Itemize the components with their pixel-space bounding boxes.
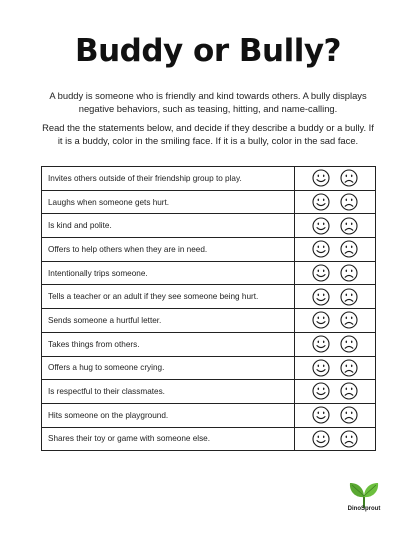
table-row [42, 403, 376, 427]
smiling-face-icon[interactable] [312, 430, 330, 448]
worksheet-table [41, 166, 376, 451]
statement-text: Offers to help others when they are in need. [42, 238, 295, 262]
face-choices [295, 214, 376, 238]
table-row [42, 261, 376, 285]
table-row [42, 285, 376, 309]
face-choices [295, 309, 376, 333]
sad-face-icon[interactable] [340, 193, 358, 211]
face-choices [295, 285, 376, 309]
statement-text: Shares their toy or game with someone else. [42, 427, 295, 451]
smiling-face-icon[interactable] [312, 288, 330, 306]
table-row [42, 356, 376, 380]
sprout-logo-icon [346, 478, 382, 518]
smiling-face-icon[interactable] [312, 240, 330, 258]
face-choices [295, 261, 376, 285]
smiling-face-icon[interactable] [312, 406, 330, 424]
table-row [42, 309, 376, 333]
statement-text: Offers a hug to someone crying. [42, 356, 295, 380]
face-choices [295, 380, 376, 404]
statement-text: Tells a teacher or an adult if they see someone being hurt. [42, 285, 295, 309]
sad-face-icon[interactable] [340, 264, 358, 282]
table-row [42, 380, 376, 404]
face-choices [295, 238, 376, 262]
page-title: Buddy or Bully? [74, 33, 342, 69]
smiling-face-icon[interactable] [312, 311, 330, 329]
table-row [42, 190, 376, 214]
table-row [42, 167, 376, 191]
face-choices [295, 332, 376, 356]
sad-face-icon[interactable] [340, 217, 358, 235]
statement-text: Intentionally trips someone. [42, 261, 295, 285]
sad-face-icon[interactable] [340, 169, 358, 187]
face-choices [295, 427, 376, 451]
table-row [42, 332, 376, 356]
brand-logo-text: DinoSprout [347, 506, 381, 512]
face-choices [295, 356, 376, 380]
smiling-face-icon[interactable] [312, 264, 330, 282]
smiling-face-icon[interactable] [312, 169, 330, 187]
smiling-face-icon[interactable] [312, 217, 330, 235]
sad-face-icon[interactable] [340, 382, 358, 400]
statement-text: Sends someone a hurtful letter. [42, 309, 295, 333]
instructions-paragraph: Read the the statements below, and decide if they describe a buddy or a bully. If it is a buddy, color in the smiling face. If it is a bully, color in the sad face. [42, 122, 374, 146]
statement-text: Invites others outside of their friendship group to play. [42, 167, 295, 191]
statement-text: Takes things from others. [42, 332, 295, 356]
intro-paragraph: A buddy is someone who is friendly and kind towards others. A bully displays negative behaviors, such as teasing, hitting, and name-calling. [49, 90, 367, 114]
sad-face-icon[interactable] [340, 311, 358, 329]
statement-text: Is kind and polite. [42, 214, 295, 238]
table-row [42, 214, 376, 238]
statement-text: Hits someone on the playground. [42, 403, 295, 427]
statement-text: Is respectful to their classmates. [42, 380, 295, 404]
statement-text: Laughs when someone gets hurt. [42, 190, 295, 214]
smiling-face-icon[interactable] [312, 335, 330, 353]
smiling-face-icon[interactable] [312, 382, 330, 400]
table-row [42, 427, 376, 451]
sad-face-icon[interactable] [340, 288, 358, 306]
sad-face-icon[interactable] [340, 430, 358, 448]
face-choices [295, 190, 376, 214]
sad-face-icon[interactable] [340, 335, 358, 353]
smiling-face-icon[interactable] [312, 193, 330, 211]
face-choices [295, 167, 376, 191]
sad-face-icon[interactable] [340, 240, 358, 258]
face-choices [295, 403, 376, 427]
sad-face-icon[interactable] [340, 406, 358, 424]
table-row [42, 238, 376, 262]
smiling-face-icon[interactable] [312, 359, 330, 377]
sad-face-icon[interactable] [340, 359, 358, 377]
